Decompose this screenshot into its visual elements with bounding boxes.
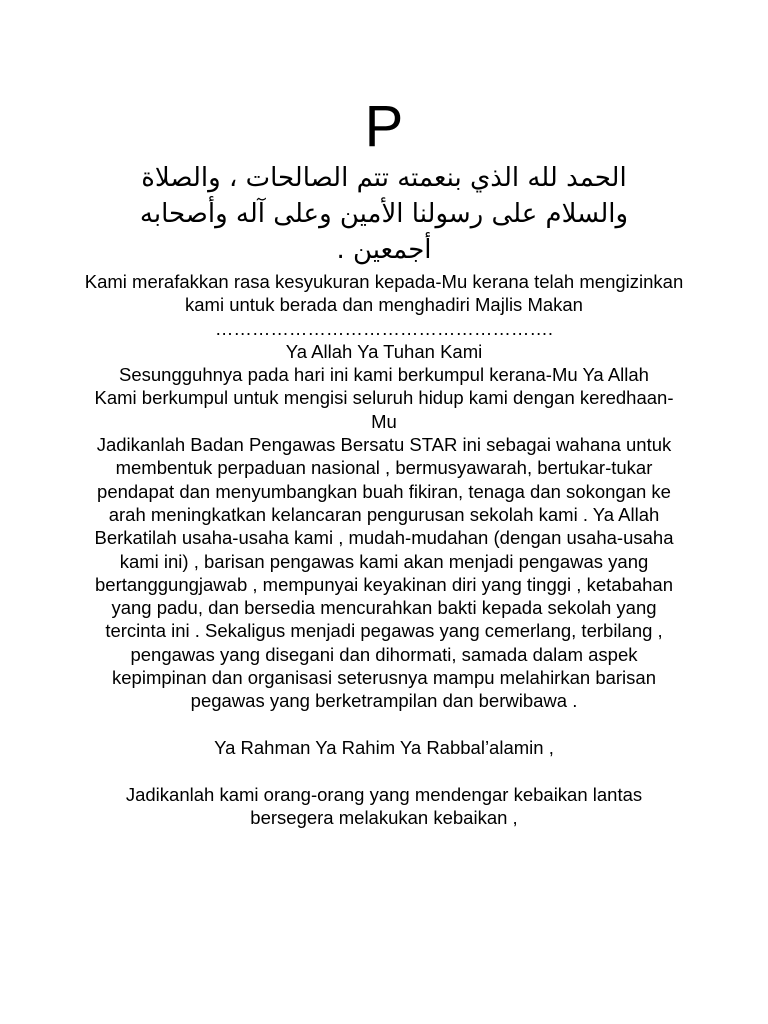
paragraph-names: Ya Rahman Ya Rahim Ya Rabbal’alamin , xyxy=(214,736,554,758)
paragraph-invocation: Ya Allah Ya Tuhan Kami xyxy=(285,340,483,362)
arabic-line: أجمعين . xyxy=(336,235,432,265)
paragraph-gratitude: Kami merafakkan rasa kesyukuran kepada-Mu kerana telah mengizinkan kami untuk berada dan menghadiri Majlis Makan ………………………………………………. xyxy=(84,271,684,339)
page-heading: P xyxy=(364,94,404,159)
arabic-line: الحمد لله الذي بنعمته تتم الصالحات ، والصلاة xyxy=(141,163,627,193)
spacer xyxy=(84,713,684,736)
spacer xyxy=(84,759,684,782)
paragraph-board: Jadikanlah Badan Pengawas Bersatu STAR ini sebagai wahana untuk membentuk perpaduan nasional , bermusyawarah, bertukar-tukar pendapat dan menyumbangkan buah fikiran, tenaga dan sokongan ke arah meningkatkan kelancaran pengurusan sekolah kami . Ya Allah xyxy=(96,434,672,525)
prayer-body xyxy=(84,270,684,829)
paragraph-blessing: Berkatilah usaha-usaha kami , mudah-mudahan (dengan usaha-usaha kami ini) , barisan pengawas kami akan menjadi pengawas yang bertanggungjawab , mempunyai keyakinan diri yang tinggi , ketabahan yang padu, dan bersedia mencurahkan bakti kepada sekolah yang tercinta ini . Sekaligus menjadi pegawas yang cemerlang, terbilang , pengawas yang disegani dan dihormati, samada dalam aspek kepimpinan dan organisasi seterusnya mampu melahirkan barisan pegawas yang berketrampilan dan berwibawa . xyxy=(94,527,674,712)
arabic-opening-prayer xyxy=(100,160,668,268)
arabic-line: والسلام على رسولنا الأمين وعلى آله وأصحابه xyxy=(139,199,629,229)
paragraph-gathering: Sesungguhnya pada hari ini kami berkumpul kerana-Mu Ya Allah xyxy=(119,364,649,386)
paragraph-purpose: Kami berkumpul untuk mengisi seluruh hidup kami dengan keredhaan-Mu xyxy=(94,387,674,432)
paragraph-closing: Jadikanlah kami orang-orang yang mendengar kebaikan lantas bersegera melakukan kebaikan , xyxy=(125,783,643,828)
